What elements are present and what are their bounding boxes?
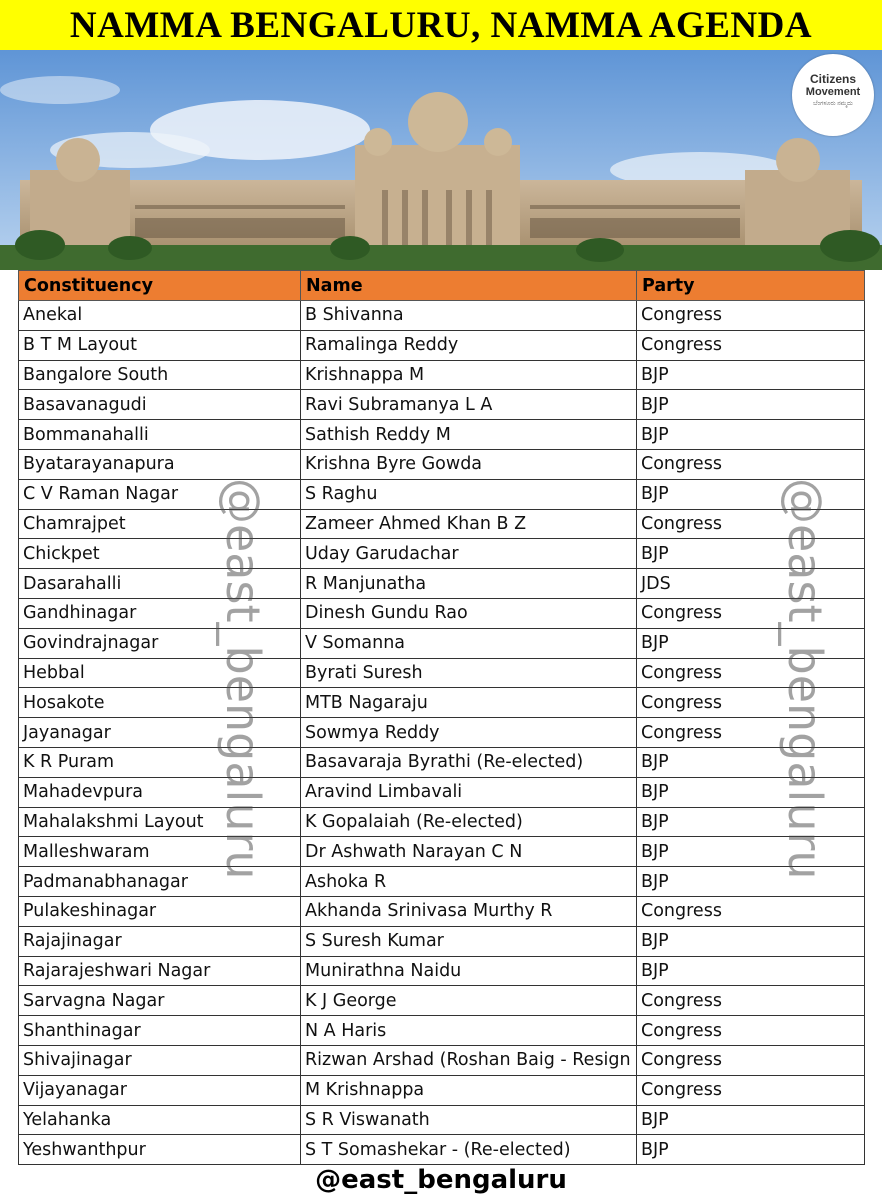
table-row [19, 1075, 865, 1105]
cell-constituency: Chickpet [19, 539, 301, 569]
title-banner [0, 0, 882, 50]
cell-constituency: Mahadevpura [19, 777, 301, 807]
cell-name: Uday Garudachar [301, 539, 637, 569]
table-row [19, 658, 865, 688]
column-header-name: Name [301, 271, 637, 301]
table-row [19, 1105, 865, 1135]
table-row [19, 926, 865, 956]
cell-party: Congress [637, 718, 865, 748]
cell-constituency: Rajajinagar [19, 926, 301, 956]
cell-party: BJP [637, 837, 865, 867]
cell-constituency: Vijayanagar [19, 1075, 301, 1105]
mla-table-container [18, 270, 864, 1165]
cell-name: Sathish Reddy M [301, 420, 637, 450]
table-row [19, 479, 865, 509]
cell-constituency: Sarvagna Nagar [19, 986, 301, 1016]
cell-constituency: Malleshwaram [19, 837, 301, 867]
cell-party: JDS [637, 569, 865, 599]
cell-name: Krishnappa M [301, 360, 637, 390]
table-header-row [19, 271, 865, 301]
cell-constituency: Hosakote [19, 688, 301, 718]
table-row [19, 688, 865, 718]
cell-name: Akhanda Srinivasa Murthy R [301, 896, 637, 926]
column-header-party: Party [637, 271, 865, 301]
cell-name: M Krishnappa [301, 1075, 637, 1105]
logo-line-3: ಬೆಂಗಳೂರು ನಮ್ಮದು [813, 101, 853, 107]
cell-party: BJP [637, 1105, 865, 1135]
table-row [19, 747, 865, 777]
cell-name: K J George [301, 986, 637, 1016]
cell-party: Congress [637, 1045, 865, 1075]
table-row [19, 807, 865, 837]
table-row [19, 420, 865, 450]
cell-constituency: Dasarahalli [19, 569, 301, 599]
table-row [19, 1045, 865, 1075]
cell-party: Congress [637, 1016, 865, 1046]
table-row [19, 598, 865, 628]
table-row [19, 330, 865, 360]
cell-name: Byrati Suresh [301, 658, 637, 688]
cell-constituency: Shanthinagar [19, 1016, 301, 1046]
cell-party: Congress [637, 658, 865, 688]
watermark-left: @east_bengaluru [216, 478, 270, 880]
cell-name: Dinesh Gundu Rao [301, 598, 637, 628]
cell-party: Congress [637, 986, 865, 1016]
table-row [19, 956, 865, 986]
cell-constituency: Byatarayanapura [19, 449, 301, 479]
cell-name: Munirathna Naidu [301, 956, 637, 986]
table-row [19, 628, 865, 658]
cell-party: BJP [637, 539, 865, 569]
cell-constituency: B T M Layout [19, 330, 301, 360]
cell-constituency: Shivajinagar [19, 1045, 301, 1075]
cell-name: Rizwan Arshad (Roshan Baig - Resign [301, 1045, 637, 1075]
cell-constituency: Rajarajeshwari Nagar [19, 956, 301, 986]
cell-party: BJP [637, 479, 865, 509]
cell-name: Ashoka R [301, 867, 637, 897]
table-row [19, 837, 865, 867]
cell-name: Krishna Byre Gowda [301, 449, 637, 479]
cell-name: S Suresh Kumar [301, 926, 637, 956]
table-row [19, 867, 865, 897]
cell-party: BJP [637, 956, 865, 986]
logo-line-2: Movement [805, 86, 861, 98]
cell-constituency: Anekal [19, 301, 301, 331]
cell-constituency: Basavanagudi [19, 390, 301, 420]
cell-party: BJP [637, 747, 865, 777]
cell-constituency: Gandhinagar [19, 598, 301, 628]
cell-party: BJP [637, 390, 865, 420]
cell-name: Dr Ashwath Narayan C N [301, 837, 637, 867]
cell-constituency: Govindrajnagar [19, 628, 301, 658]
cell-party: Congress [637, 301, 865, 331]
table-row [19, 1135, 865, 1165]
cell-name: S R Viswanath [301, 1105, 637, 1135]
page-title: NAMMA BENGALURU, NAMMA AGENDA [69, 4, 813, 46]
cell-party: BJP [637, 807, 865, 837]
cell-constituency: K R Puram [19, 747, 301, 777]
table-row [19, 718, 865, 748]
cell-constituency: Pulakeshinagar [19, 896, 301, 926]
table-row [19, 777, 865, 807]
cell-party: BJP [637, 867, 865, 897]
table-row [19, 449, 865, 479]
cell-party: Congress [637, 688, 865, 718]
cell-name: Basavaraja Byrathi (Re-elected) [301, 747, 637, 777]
cell-constituency: C V Raman Nagar [19, 479, 301, 509]
table-row [19, 896, 865, 926]
cell-name: N A Haris [301, 1016, 637, 1046]
cell-party: BJP [637, 420, 865, 450]
cell-party: BJP [637, 360, 865, 390]
cell-constituency: Hebbal [19, 658, 301, 688]
vidhana-soudha-photo [0, 50, 882, 270]
cell-party: Congress [637, 896, 865, 926]
footer-handle: @east_bengaluru [315, 1165, 567, 1195]
table-row [19, 1016, 865, 1046]
mla-table [18, 270, 865, 1165]
cell-name: B Shivanna [301, 301, 637, 331]
cell-party: Congress [637, 330, 865, 360]
cell-name: Ravi Subramanya L A [301, 390, 637, 420]
cell-party: BJP [637, 1135, 865, 1165]
cell-name: Zameer Ahmed Khan B Z [301, 509, 637, 539]
cell-party: Congress [637, 1075, 865, 1105]
cell-party: Congress [637, 598, 865, 628]
cell-party: BJP [637, 926, 865, 956]
cell-constituency: Bommanahalli [19, 420, 301, 450]
cell-party: BJP [637, 777, 865, 807]
cell-name: Aravind Limbavali [301, 777, 637, 807]
cell-constituency: Yelahanka [19, 1105, 301, 1135]
table-row [19, 360, 865, 390]
table-row [19, 390, 865, 420]
cell-constituency: Chamrajpet [19, 509, 301, 539]
cell-constituency: Mahalakshmi Layout [19, 807, 301, 837]
cell-constituency: Padmanabhanagar [19, 867, 301, 897]
cell-name: R Manjunatha [301, 569, 637, 599]
cell-name: V Somanna [301, 628, 637, 658]
cell-constituency: Yeshwanthpur [19, 1135, 301, 1165]
column-header-constituency: Constituency [19, 271, 301, 301]
cell-constituency: Bangalore South [19, 360, 301, 390]
logo-line-1: Citizens [809, 72, 856, 86]
table-row [19, 539, 865, 569]
cell-name: K Gopalaiah (Re-elected) [301, 807, 637, 837]
cell-name: Ramalinga Reddy [301, 330, 637, 360]
watermark-right: @east_bengaluru [778, 478, 832, 880]
cell-name: Sowmya Reddy [301, 718, 637, 748]
citizens-movement-logo [792, 54, 874, 136]
table-row [19, 986, 865, 1016]
table-row [19, 569, 865, 599]
cell-constituency: Jayanagar [19, 718, 301, 748]
cell-party: Congress [637, 509, 865, 539]
cell-party: Congress [637, 449, 865, 479]
cell-name: MTB Nagaraju [301, 688, 637, 718]
cell-name: S Raghu [301, 479, 637, 509]
table-row [19, 301, 865, 331]
cell-name: S T Somashekar - (Re-elected) [301, 1135, 637, 1165]
cell-party: BJP [637, 628, 865, 658]
table-row [19, 509, 865, 539]
